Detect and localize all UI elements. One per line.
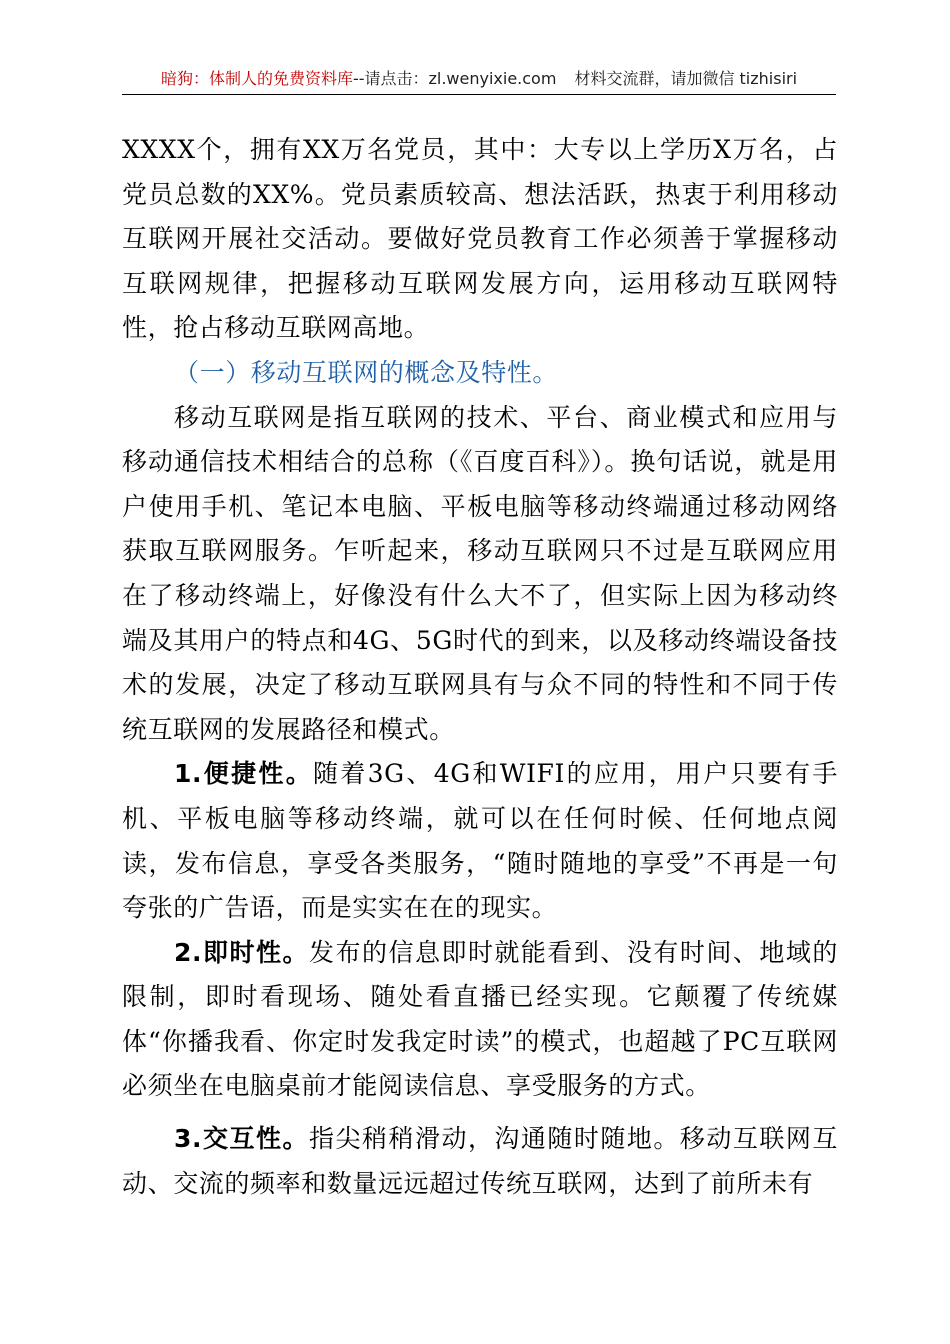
item-interactivity — [122, 1117, 838, 1206]
item-immediacy — [122, 931, 838, 1109]
header-wechat-note: 材料交流群，请加微信 tizhisiri — [574, 69, 798, 88]
item-immediacy-title: 2.即时性。 — [174, 937, 309, 967]
header-site-name: 暗狗：体制人的免费资料库 — [160, 69, 353, 88]
paragraph-intro: XXXX个，拥有XX万名党员，其中：大专以上学历X万名，占党员总数的XX%。党员素质较高、想法活跃，热衷于利用移动互联网开展社交活动。要做好党员教育工作必须善于掌握移动互联网规律，把握移动互联网发展方向，运用移动互联网特性，抢占移动互联网高地。 — [122, 135, 838, 343]
item-convenience — [122, 752, 838, 930]
item-convenience-title: 1.便捷性。 — [174, 759, 314, 789]
page-header — [122, 64, 836, 95]
document-body — [122, 128, 838, 1206]
section-heading: （一）移动互联网的概念及特性。 — [174, 357, 559, 387]
item-immediacy-text: 发布的信息即时就能看到、没有时间、地域的限制，即时看现场、随处看直播已经实现。它颠覆了传统媒体“你播我看、你定时发我定时读”的模式，也超越了PC互联网必须坐在电脑桌前才能阅读信息、享受服务的方式。 — [122, 937, 838, 1101]
item-convenience-text: 随着3G、4G和WIFI的应用，用户只要有手机、平板电脑等移动终端，就可以在任何时候、任何地点阅读，发布信息，享受各类服务，“随时随地的享受”不再是一句夸张的广告语，而是实实在在的现实。 — [122, 759, 839, 923]
paragraph-definition: 移动互联网是指互联网的技术、平台、商业模式和应用与移动通信技术相结合的总称（《百度百科》）。换句话说，就是用户使用手机、笔记本电脑、平板电脑等移动终端通过移动网络获取互联网服务。乍听起来，移动互联网只不过是互联网应用在了移动终端上，好像没有什么大不了，但实际上因为移动终端及其用户的特点和4G、5G时代的到来，以及移动终端设备技术的发展，决定了移动互联网具有与众不同的特性和不同于传统互联网的发展路径和模式。 — [122, 402, 838, 744]
item-interactivity-text: 指尖稍稍滑动，沟通随时随地。移动互联网互动、交流的频率和数量远远超过传统互联网，达到了前所未有 — [122, 1124, 838, 1198]
header-link[interactable]: --请点击：zl.wenyixie.com — [352, 69, 557, 88]
item-interactivity-title: 3.交互性。 — [174, 1124, 309, 1154]
